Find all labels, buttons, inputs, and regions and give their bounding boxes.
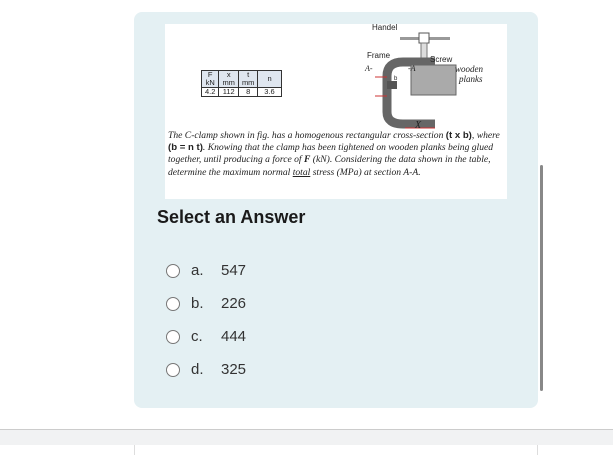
- divider-band: [0, 429, 613, 445]
- radio-button[interactable]: [166, 297, 180, 311]
- option-c[interactable]: c. 444: [166, 328, 246, 345]
- label-handel: Handel: [372, 23, 398, 32]
- radio-button[interactable]: [166, 363, 180, 377]
- col-x: x mm: [219, 71, 239, 88]
- label-planks: planks: [459, 74, 483, 84]
- scrollbar[interactable]: [540, 165, 543, 391]
- option-a[interactable]: a. 547: [166, 262, 246, 279]
- option-d[interactable]: d. 325: [166, 361, 246, 378]
- label-b: b: [394, 76, 398, 82]
- radio-button[interactable]: [166, 330, 180, 344]
- label-wooden: wooden: [455, 64, 483, 74]
- problem-text: The C-clamp shown in fig. has a homogenous rectangular cross-section (t x b), where (b = n t). Knowing that the clamp has been tightened on wooden planks being glued together, until producing a force of F (kN). Considering the data shown in the table, determine the maximum normal total stress (MPa) at section A-A.: [168, 130, 500, 178]
- label-a-left: A-: [365, 64, 373, 73]
- label-x: X: [415, 120, 422, 131]
- label-a-right: -A: [408, 64, 416, 73]
- col-t: t mm: [238, 71, 258, 88]
- label-screw: Screw: [430, 55, 453, 64]
- col-n: n: [258, 71, 281, 88]
- select-answer-heading: Select an Answer: [157, 207, 306, 227]
- col-F: F kN: [202, 71, 219, 88]
- option-b[interactable]: b. 226: [166, 295, 246, 312]
- question-figure: [165, 24, 507, 199]
- data-table: F kN x mm t mm n 4.2 112 8 3.6: [201, 70, 282, 97]
- label-frame: Frame: [367, 51, 391, 60]
- radio-button[interactable]: [166, 264, 180, 278]
- next-card: [134, 445, 538, 455]
